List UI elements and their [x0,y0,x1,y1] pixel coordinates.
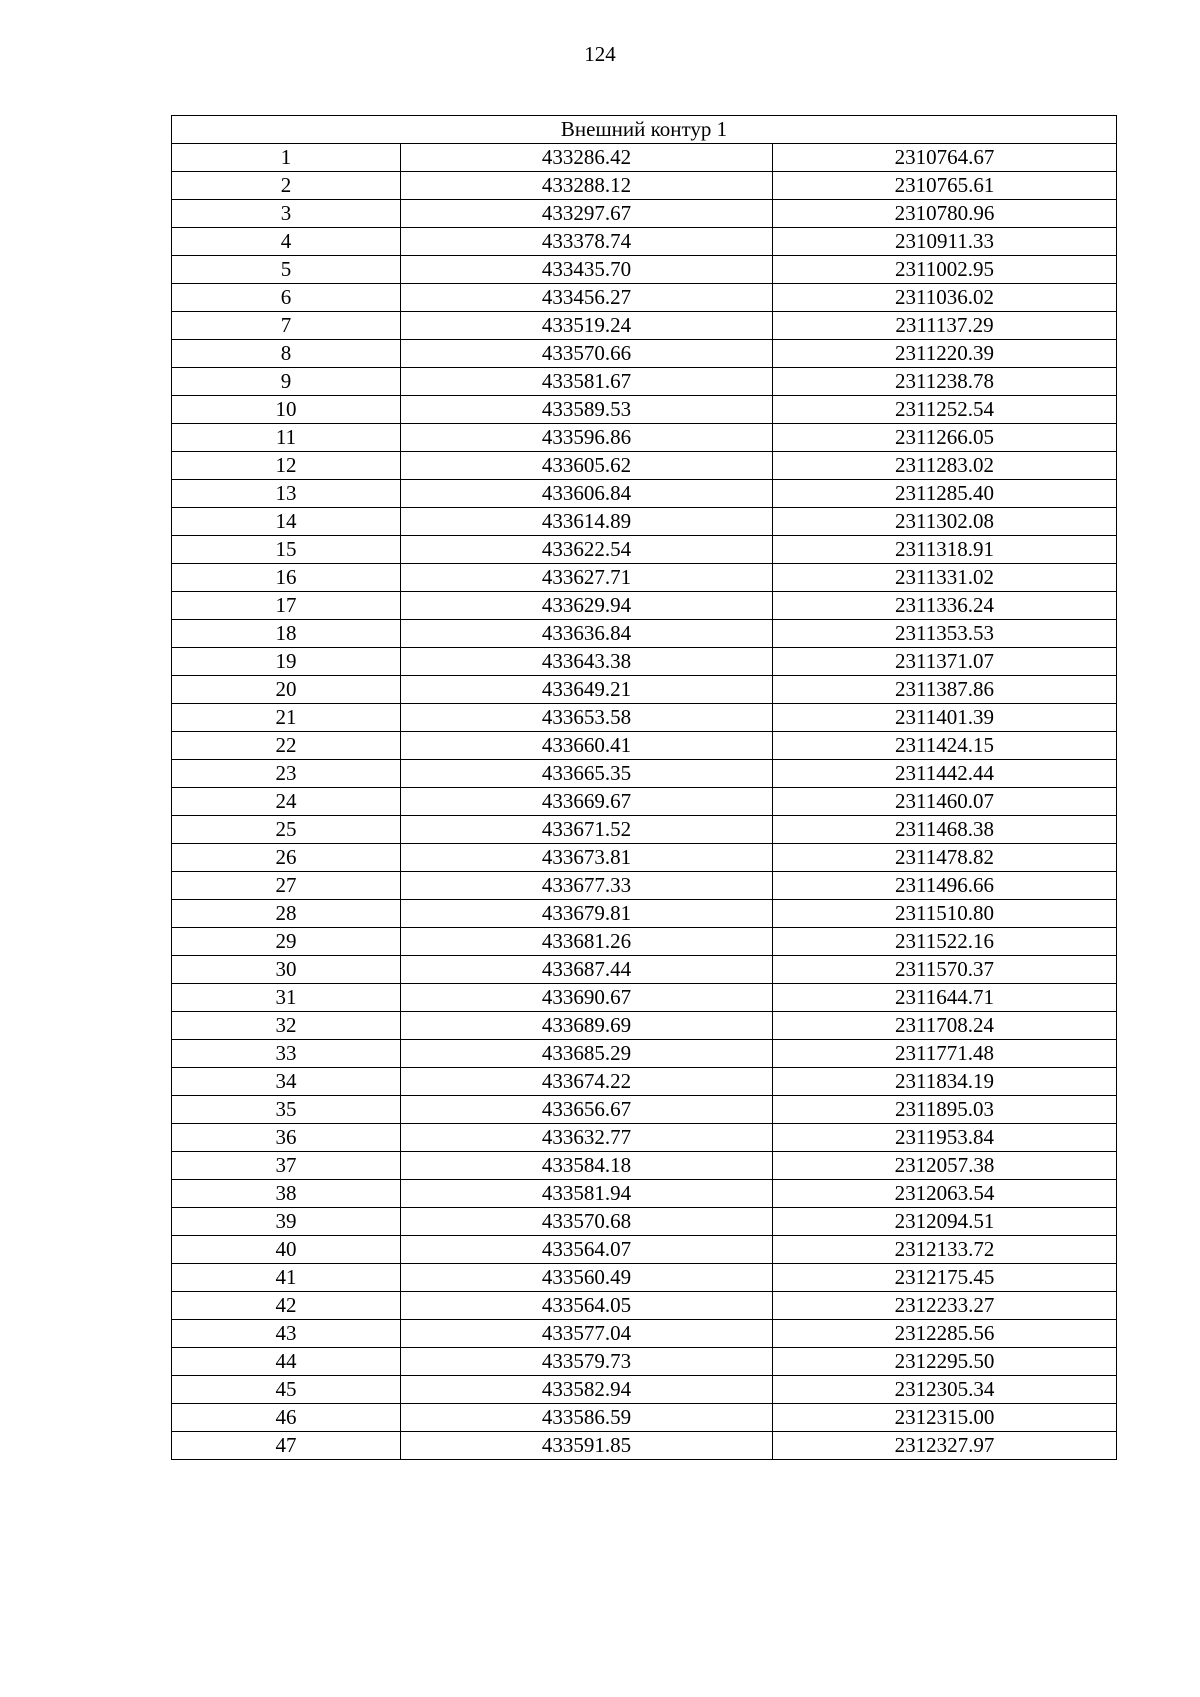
x-coordinate-cell: 433591.85 [401,1432,773,1460]
point-number-cell: 8 [172,340,401,368]
x-coordinate-cell: 433435.70 [401,256,773,284]
table-row [172,900,1117,928]
y-coordinate-cell: 2311424.15 [773,732,1117,760]
y-coordinate-cell: 2310764.67 [773,144,1117,172]
table-row [172,284,1117,312]
x-coordinate-cell: 433570.66 [401,340,773,368]
y-coordinate-cell: 2311371.07 [773,648,1117,676]
table-row [172,872,1117,900]
point-number-cell: 14 [172,508,401,536]
x-coordinate-cell: 433687.44 [401,956,773,984]
y-coordinate-cell: 2311002.95 [773,256,1117,284]
x-coordinate-cell: 433671.52 [401,816,773,844]
table-row [172,1068,1117,1096]
table-row [172,1348,1117,1376]
y-coordinate-cell: 2311644.71 [773,984,1117,1012]
x-coordinate-cell: 433570.68 [401,1208,773,1236]
point-number-cell: 32 [172,1012,401,1040]
table-row [172,648,1117,676]
table-row [172,536,1117,564]
table-row [172,1432,1117,1460]
x-coordinate-cell: 433677.33 [401,872,773,900]
x-coordinate-cell: 433632.77 [401,1124,773,1152]
table-caption-row [172,116,1117,144]
point-number-cell: 22 [172,732,401,760]
y-coordinate-cell: 2311302.08 [773,508,1117,536]
point-number-cell: 43 [172,1320,401,1348]
point-number-cell: 15 [172,536,401,564]
table-row [172,1096,1117,1124]
y-coordinate-cell: 2311895.03 [773,1096,1117,1124]
point-number-cell: 44 [172,1348,401,1376]
point-number-cell: 37 [172,1152,401,1180]
y-coordinate-cell: 2312305.34 [773,1376,1117,1404]
coordinates-table [171,115,1117,1460]
point-number-cell: 17 [172,592,401,620]
point-number-cell: 39 [172,1208,401,1236]
point-number-cell: 24 [172,788,401,816]
table-row [172,844,1117,872]
point-number-cell: 28 [172,900,401,928]
point-number-cell: 47 [172,1432,401,1460]
table-row [172,676,1117,704]
point-number-cell: 19 [172,648,401,676]
x-coordinate-cell: 433653.58 [401,704,773,732]
y-coordinate-cell: 2311036.02 [773,284,1117,312]
table-row [172,928,1117,956]
point-number-cell: 4 [172,228,401,256]
x-coordinate-cell: 433586.59 [401,1404,773,1432]
table-row [172,1404,1117,1432]
point-number-cell: 38 [172,1180,401,1208]
y-coordinate-cell: 2312295.50 [773,1348,1117,1376]
table-row [172,508,1117,536]
table-row [172,1236,1117,1264]
x-coordinate-cell: 433596.86 [401,424,773,452]
y-coordinate-cell: 2310765.61 [773,172,1117,200]
y-coordinate-cell: 2311252.54 [773,396,1117,424]
x-coordinate-cell: 433689.69 [401,1012,773,1040]
y-coordinate-cell: 2310780.96 [773,200,1117,228]
point-number-cell: 13 [172,480,401,508]
x-coordinate-cell: 433674.22 [401,1068,773,1096]
point-number-cell: 40 [172,1236,401,1264]
x-coordinate-cell: 433606.84 [401,480,773,508]
y-coordinate-cell: 2311953.84 [773,1124,1117,1152]
y-coordinate-cell: 2311460.07 [773,788,1117,816]
x-coordinate-cell: 433519.24 [401,312,773,340]
table-row [172,424,1117,452]
table-row [172,1180,1117,1208]
x-coordinate-cell: 433584.18 [401,1152,773,1180]
point-number-cell: 25 [172,816,401,844]
table-row [172,480,1117,508]
y-coordinate-cell: 2311336.24 [773,592,1117,620]
y-coordinate-cell: 2311137.29 [773,312,1117,340]
x-coordinate-cell: 433286.42 [401,144,773,172]
x-coordinate-cell: 433297.67 [401,200,773,228]
y-coordinate-cell: 2311285.40 [773,480,1117,508]
table-row [172,760,1117,788]
x-coordinate-cell: 433579.73 [401,1348,773,1376]
table-row [172,956,1117,984]
table-row [172,788,1117,816]
x-coordinate-cell: 433456.27 [401,284,773,312]
point-number-cell: 29 [172,928,401,956]
point-number-cell: 35 [172,1096,401,1124]
point-number-cell: 9 [172,368,401,396]
x-coordinate-cell: 433673.81 [401,844,773,872]
y-coordinate-cell: 2311468.38 [773,816,1117,844]
point-number-cell: 46 [172,1404,401,1432]
table-row [172,1376,1117,1404]
table-row [172,1124,1117,1152]
page-number: 124 [584,42,616,66]
point-number-cell: 10 [172,396,401,424]
y-coordinate-cell: 2311771.48 [773,1040,1117,1068]
x-coordinate-cell: 433629.94 [401,592,773,620]
point-number-cell: 5 [172,256,401,284]
table-row [172,396,1117,424]
y-coordinate-cell: 2312057.38 [773,1152,1117,1180]
point-number-cell: 20 [172,676,401,704]
x-coordinate-cell: 433685.29 [401,1040,773,1068]
table-row [172,564,1117,592]
table-row [172,816,1117,844]
x-coordinate-cell: 433564.07 [401,1236,773,1264]
y-coordinate-cell: 2312315.00 [773,1404,1117,1432]
y-coordinate-cell: 2311283.02 [773,452,1117,480]
x-coordinate-cell: 433581.67 [401,368,773,396]
point-number-cell: 6 [172,284,401,312]
x-coordinate-cell: 433690.67 [401,984,773,1012]
y-coordinate-cell: 2311387.86 [773,676,1117,704]
table-row [172,1040,1117,1068]
point-number-cell: 11 [172,424,401,452]
y-coordinate-cell: 2311331.02 [773,564,1117,592]
table-row [172,984,1117,1012]
point-number-cell: 36 [172,1124,401,1152]
x-coordinate-cell: 433669.67 [401,788,773,816]
coordinates-table-body [172,116,1117,1460]
point-number-cell: 27 [172,872,401,900]
y-coordinate-cell: 2311442.44 [773,760,1117,788]
x-coordinate-cell: 433656.67 [401,1096,773,1124]
y-coordinate-cell: 2310911.33 [773,228,1117,256]
table-row [172,312,1117,340]
y-coordinate-cell: 2311496.66 [773,872,1117,900]
x-coordinate-cell: 433614.89 [401,508,773,536]
x-coordinate-cell: 433622.54 [401,536,773,564]
y-coordinate-cell: 2311266.05 [773,424,1117,452]
y-coordinate-cell: 2312175.45 [773,1264,1117,1292]
y-coordinate-cell: 2311834.19 [773,1068,1117,1096]
y-coordinate-cell: 2312233.27 [773,1292,1117,1320]
x-coordinate-cell: 433681.26 [401,928,773,956]
y-coordinate-cell: 2312063.54 [773,1180,1117,1208]
x-coordinate-cell: 433636.84 [401,620,773,648]
y-coordinate-cell: 2311220.39 [773,340,1117,368]
table-row [172,620,1117,648]
point-number-cell: 33 [172,1040,401,1068]
x-coordinate-cell: 433605.62 [401,452,773,480]
x-coordinate-cell: 433643.38 [401,648,773,676]
x-coordinate-cell: 433581.94 [401,1180,773,1208]
point-number-cell: 42 [172,1292,401,1320]
table-row [172,144,1117,172]
table-row [172,592,1117,620]
point-number-cell: 3 [172,200,401,228]
x-coordinate-cell: 433660.41 [401,732,773,760]
table-row [172,1208,1117,1236]
table-row [172,1152,1117,1180]
y-coordinate-cell: 2312094.51 [773,1208,1117,1236]
point-number-cell: 21 [172,704,401,732]
point-number-cell: 2 [172,172,401,200]
table-row [172,200,1117,228]
table-caption: Внешний контур 1 [172,116,1117,144]
y-coordinate-cell: 2311570.37 [773,956,1117,984]
table-row [172,1012,1117,1040]
point-number-cell: 41 [172,1264,401,1292]
y-coordinate-cell: 2311318.91 [773,536,1117,564]
table-row [172,1292,1117,1320]
table-row [172,172,1117,200]
point-number-cell: 45 [172,1376,401,1404]
table-row [172,340,1117,368]
x-coordinate-cell: 433589.53 [401,396,773,424]
y-coordinate-cell: 2311401.39 [773,704,1117,732]
y-coordinate-cell: 2312285.56 [773,1320,1117,1348]
point-number-cell: 23 [172,760,401,788]
table-row [172,452,1117,480]
point-number-cell: 1 [172,144,401,172]
x-coordinate-cell: 433577.04 [401,1320,773,1348]
x-coordinate-cell: 433378.74 [401,228,773,256]
table-row [172,368,1117,396]
x-coordinate-cell: 433560.49 [401,1264,773,1292]
x-coordinate-cell: 433288.12 [401,172,773,200]
point-number-cell: 7 [172,312,401,340]
point-number-cell: 26 [172,844,401,872]
x-coordinate-cell: 433665.35 [401,760,773,788]
point-number-cell: 30 [172,956,401,984]
point-number-cell: 31 [172,984,401,1012]
table-row [172,1264,1117,1292]
point-number-cell: 16 [172,564,401,592]
y-coordinate-cell: 2311510.80 [773,900,1117,928]
table-row [172,228,1117,256]
x-coordinate-cell: 433679.81 [401,900,773,928]
y-coordinate-cell: 2311478.82 [773,844,1117,872]
x-coordinate-cell: 433582.94 [401,1376,773,1404]
point-number-cell: 34 [172,1068,401,1096]
table-row [172,732,1117,760]
x-coordinate-cell: 433627.71 [401,564,773,592]
y-coordinate-cell: 2311522.16 [773,928,1117,956]
y-coordinate-cell: 2311708.24 [773,1012,1117,1040]
y-coordinate-cell: 2311238.78 [773,368,1117,396]
point-number-cell: 12 [172,452,401,480]
table-row [172,1320,1117,1348]
table-row [172,704,1117,732]
y-coordinate-cell: 2312133.72 [773,1236,1117,1264]
y-coordinate-cell: 2312327.97 [773,1432,1117,1460]
point-number-cell: 18 [172,620,401,648]
table-row [172,256,1117,284]
x-coordinate-cell: 433649.21 [401,676,773,704]
y-coordinate-cell: 2311353.53 [773,620,1117,648]
x-coordinate-cell: 433564.05 [401,1292,773,1320]
